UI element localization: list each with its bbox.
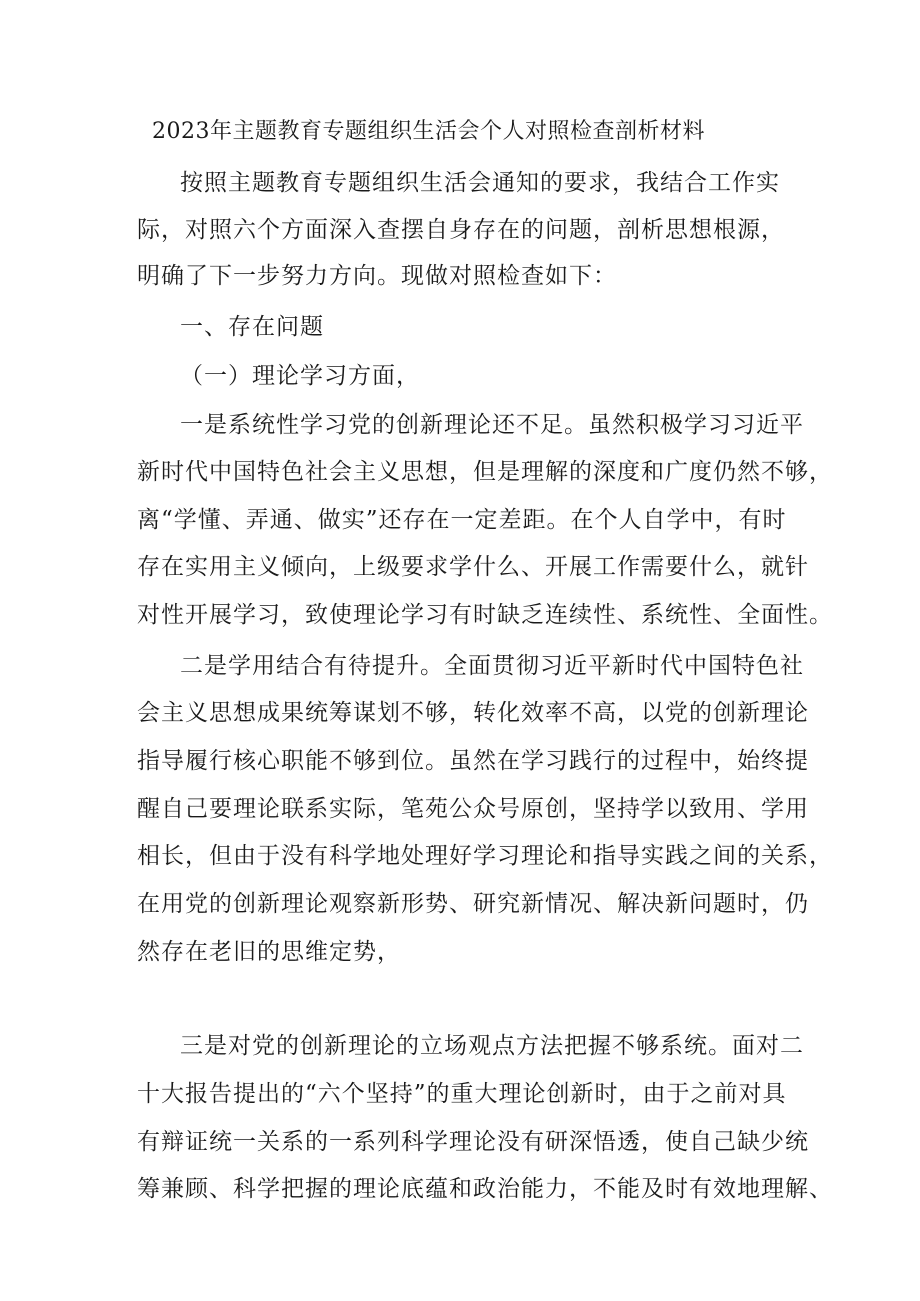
- paragraph-line: 三是对党的创新理论的立场观点方法把握不够系统。面对二: [180, 1033, 804, 1059]
- paragraph-line: 对性开展学习，致使理论学习有时缺乏连续性、系统性、全面性。: [137, 602, 833, 628]
- paragraph-line: 相长，但由于没有科学地处理好学习理论和指导实践之间的关系，: [137, 843, 833, 869]
- paragraph-line: 际，对照六个方面深入查摆自身存在的问题，剖析思想根源，: [137, 217, 785, 243]
- paragraph-line: 会主义思想成果统筹谋划不够，转化效率不高，以党的创新理论: [137, 700, 809, 726]
- paragraph-line: 十大报告提出的“六个坚持”的重大理论创新时，由于之前对具: [137, 1081, 787, 1107]
- paragraph-line: 二是学用结合有待提升。全面贯彻习近平新时代中国特色社: [180, 653, 804, 679]
- paragraph-line: 在用党的创新理论观察新形势、研究新情况、解决新问题时，仍: [137, 891, 809, 917]
- paragraph-line: 存在实用主义倾向，上级要求学什么、开展工作需要什么，就针: [137, 554, 809, 580]
- subsection-heading: （一）理论学习方面，: [180, 363, 420, 389]
- document-title: 2023年主题教育专题组织生活会个人对照检查剖析材料: [152, 119, 705, 144]
- paragraph-line: 一是系统性学习党的创新理论还不足。虽然积极学习习近平: [180, 412, 804, 438]
- paragraph-line: 按照主题教育专题组织生活会通知的要求，我结合工作实: [180, 170, 780, 196]
- paragraph-line: 然存在老旧的思维定势，: [137, 939, 401, 965]
- paragraph-line: 指导履行核心职能不够到位。虽然在学习践行的过程中，始终提: [137, 748, 809, 774]
- paragraph-line: 有辩证统一关系的一系列科学理论没有研深悟透，使自己缺少统: [137, 1129, 809, 1155]
- paragraph-line: 醒自己要理论联系实际，笔苑公众号原创，坚持学以致用、学用: [137, 796, 809, 822]
- paragraph-line: 新时代中国特色社会主义思想，但是理解的深度和广度仍然不够，: [137, 459, 833, 485]
- paragraph-line: 离“学懂、弄通、做实”还存在一定差距。在个人自学中，有时: [137, 507, 787, 533]
- paragraph-line: 明确了下一步努力方向。现做对照检查如下：: [137, 263, 617, 289]
- paragraph-line: 筹兼顾、科学把握的理论底蕴和政治能力，不能及时有效地理解、: [137, 1176, 833, 1202]
- section-heading: 一、存在问题: [180, 314, 324, 340]
